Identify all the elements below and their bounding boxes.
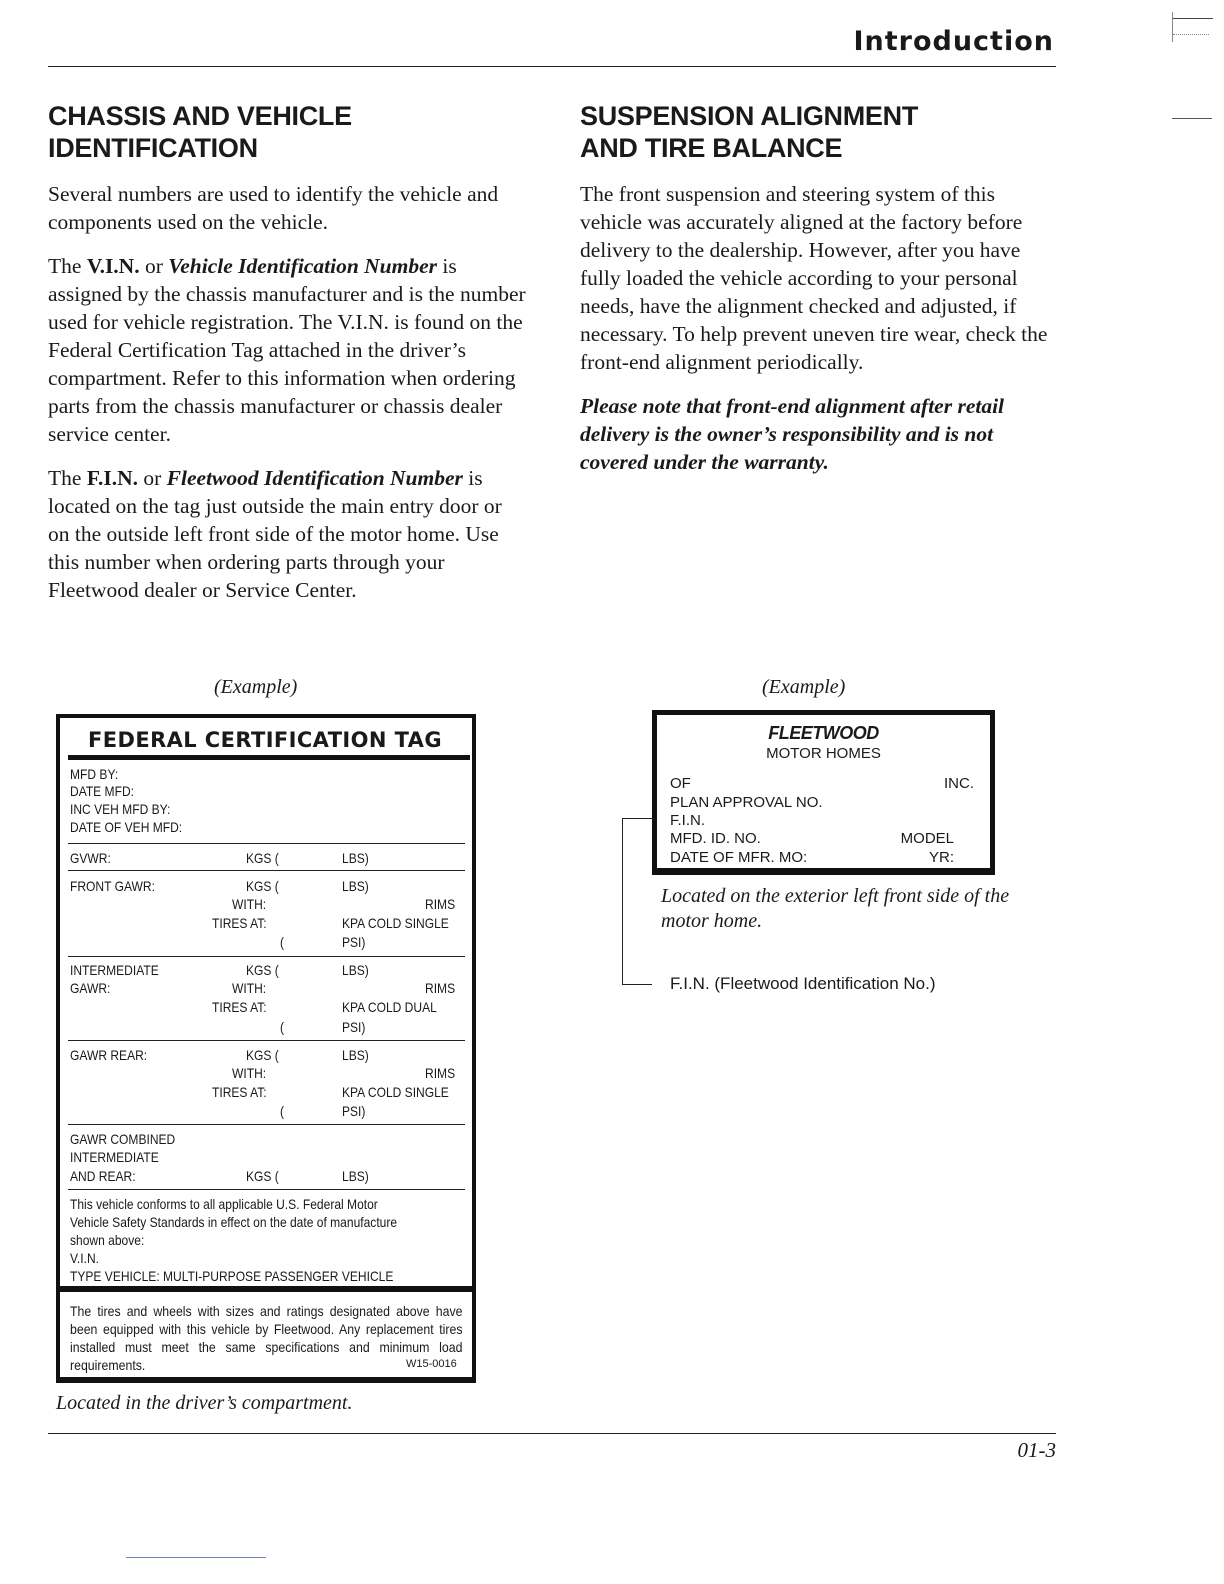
text-run: The	[48, 254, 87, 278]
chassis-paragraph-1: Several numbers are used to identify the vehicle and components used on the vehicle.	[48, 182, 499, 234]
fed-footer-text	[70, 1302, 462, 1374]
fed-combined-3: AND REAR:	[70, 1168, 136, 1184]
fin-callout-label: F.I.N. (Fleetwood Identification No.)	[670, 974, 936, 993]
fed-conform-2: Vehicle Safety Standards in effect on the date of manufacture	[70, 1214, 398, 1230]
fleetwood-logo: FLEETWOOD	[768, 723, 879, 743]
fw-of: OF	[670, 775, 691, 792]
fed-rule	[68, 1124, 465, 1125]
fed-rule	[68, 956, 465, 957]
fed-kpa-single: KPA COLD SINGLE	[342, 915, 449, 931]
fed-inc-veh: INC VEH MFD BY:	[70, 801, 171, 817]
fed-lbs: LBS)	[342, 1047, 369, 1063]
fin-full: Fleetwood Identification Number	[166, 466, 463, 490]
fed-type: TYPE VEHICLE: MULTI-PURPOSE PASSENGER VEHICLE	[70, 1268, 394, 1284]
right-column	[580, 100, 1060, 476]
fed-rule	[68, 1040, 465, 1041]
fed-psi: PSI)	[342, 1103, 366, 1119]
federal-certification-tag	[56, 714, 476, 1383]
fed-date-veh: DATE OF VEH MFD:	[70, 819, 183, 835]
fw-mfd-id: MFD. ID. NO.	[670, 830, 761, 847]
fed-paren: (	[280, 1103, 285, 1119]
footer-rule	[48, 1433, 1056, 1434]
fw-plan: PLAN APPROVAL NO.	[670, 794, 823, 811]
text-run: or	[138, 466, 167, 490]
fed-gawr-rear: GAWR REAR:	[70, 1047, 148, 1063]
fed-footer: The tires and wheels with sizes and ratings designated above have been equipped with this vehicle by Fleetwood. Any replacement tires installed must meet the same specifications and minimum load requirements.	[70, 1303, 463, 1373]
fed-intermediate: INTERMEDIATE	[70, 962, 159, 978]
fed-conform-3: shown above:	[70, 1232, 145, 1248]
fed-conform-1: This vehicle conforms to all applicable U.S. Federal Motor	[70, 1196, 378, 1212]
fin-abbrev: F.I.N.	[86, 466, 138, 490]
fed-vin: V.I.N.	[70, 1250, 100, 1266]
located-caption-left: Located in the driver’s compartment.	[56, 1392, 353, 1414]
fw-fin: F.I.N.	[670, 812, 706, 829]
fed-kgs: KGS (	[246, 878, 279, 894]
vin-paragraph	[48, 252, 528, 448]
fed-kpa-single: KPA COLD SINGLE	[342, 1084, 449, 1100]
page-number: 01-3	[1017, 1438, 1056, 1462]
suspension-paragraph: The front suspension and steering system of this vehicle was accurately aligned at the factory before delivery to the dealership. However, after you have fully loaded the vehicle according to your personal needs, have the alignment checked and adjusted, if necessary. To help prevent uneven tire wear, check the front-end alignment periodically.	[580, 182, 1048, 374]
fed-paren: (	[280, 934, 285, 950]
page-header-title: Introduction	[853, 26, 1054, 57]
fed-rims: RIMS	[425, 1065, 456, 1081]
fw-yr: YR:	[928, 849, 954, 866]
fed-lbs: LBS)	[342, 878, 369, 894]
fed-thick-rule	[60, 1286, 476, 1292]
fw-date: DATE OF MFR. MO:	[670, 849, 808, 866]
fed-title-rule	[68, 755, 470, 760]
fin-callout-line	[622, 984, 652, 985]
fed-with: WITH:	[232, 1065, 267, 1081]
text-run: is located on the tag just outside the main entry door or on the outside left front side of the motor home. Use this number when ordering parts through your Fleetwood dealer or Service Center.	[48, 466, 502, 602]
fed-kpa-dual: KPA COLD DUAL	[342, 999, 437, 1015]
text-run: is assigned by the chassis manufacturer and is the number used for vehicle registration. The V.I.N. is found on the Federal Certification Tag attached in the driver’s compartment. Refer to this information when ordering parts from the chassis manufacturer or chassis dealer service center.	[48, 254, 526, 446]
warranty-note: Please note that front-end alignment after retail delivery is the owner’s responsibility and is not covered under the warranty.	[580, 394, 1005, 474]
fleetwood-subtitle: MOTOR HOMES	[766, 745, 881, 762]
left-column	[48, 100, 528, 620]
vin-abbrev: V.I.N.	[86, 254, 140, 278]
chassis-heading	[48, 100, 528, 164]
fed-code: W15-0016	[406, 1358, 457, 1370]
fed-kgs: KGS (	[246, 850, 279, 866]
fed-gawr: GAWR:	[70, 980, 111, 996]
chassis-heading-line1: CHASSIS AND VEHICLE	[48, 101, 352, 131]
fed-tag-title: FEDERAL CERTIFICATION TAG	[88, 728, 442, 752]
fed-kgs: KGS (	[246, 1047, 279, 1063]
header-rule	[48, 66, 1056, 67]
fed-tires-at: TIRES AT:	[212, 915, 267, 931]
vin-full: Vehicle Identification Number	[168, 254, 438, 278]
fin-paragraph	[48, 464, 528, 604]
fw-model: MODEL	[900, 830, 954, 847]
fed-with: WITH:	[232, 896, 267, 912]
fed-lbs: LBS)	[342, 850, 369, 866]
fleetwood-tag	[652, 710, 995, 875]
fed-paren: (	[280, 1019, 285, 1035]
chassis-heading-line2: IDENTIFICATION	[48, 133, 258, 163]
located-caption-right: Located on the exterior left front side of the motor home.	[661, 885, 1010, 932]
text-run: or	[139, 254, 169, 278]
fed-rule	[68, 843, 465, 844]
fed-kgs: KGS (	[246, 962, 279, 978]
fed-psi: PSI)	[342, 1019, 366, 1035]
suspension-heading-line1: SUSPENSION ALIGNMENT	[580, 101, 919, 131]
bottom-mark	[126, 1557, 266, 1558]
fw-inc: INC.	[944, 775, 974, 792]
fin-callout-line	[622, 818, 654, 819]
fed-with: WITH:	[232, 980, 267, 996]
fed-date-mfd: DATE MFD:	[70, 783, 134, 799]
suspension-heading	[580, 100, 1060, 164]
fed-tires-at: TIRES AT:	[212, 999, 267, 1015]
fed-rims: RIMS	[425, 896, 456, 912]
fed-rims: RIMS	[425, 980, 456, 996]
text-run: The	[48, 466, 87, 490]
fed-kgs: KGS (	[246, 1168, 279, 1184]
fed-lbs: LBS)	[342, 962, 369, 978]
fin-callout-line	[622, 818, 623, 984]
example-caption-left: (Example)	[214, 676, 298, 698]
fed-mfd-by: MFD BY:	[70, 766, 119, 782]
edge-mark	[1172, 118, 1212, 119]
fed-tires-at: TIRES AT:	[212, 1084, 267, 1100]
fed-lbs: LBS)	[342, 1168, 369, 1184]
example-caption-right: (Example)	[762, 676, 846, 698]
crop-mark	[1172, 12, 1213, 42]
fed-combined-2: INTERMEDIATE	[70, 1149, 159, 1165]
suspension-heading-line2: AND TIRE BALANCE	[580, 133, 843, 163]
fed-rule	[68, 870, 465, 871]
fed-combined-1: GAWR COMBINED	[70, 1131, 176, 1147]
fed-psi: PSI)	[342, 934, 366, 950]
fed-front-gawr: FRONT GAWR:	[70, 878, 155, 894]
fed-gvwr: GVWR:	[70, 850, 111, 866]
fed-rule	[68, 1189, 465, 1190]
